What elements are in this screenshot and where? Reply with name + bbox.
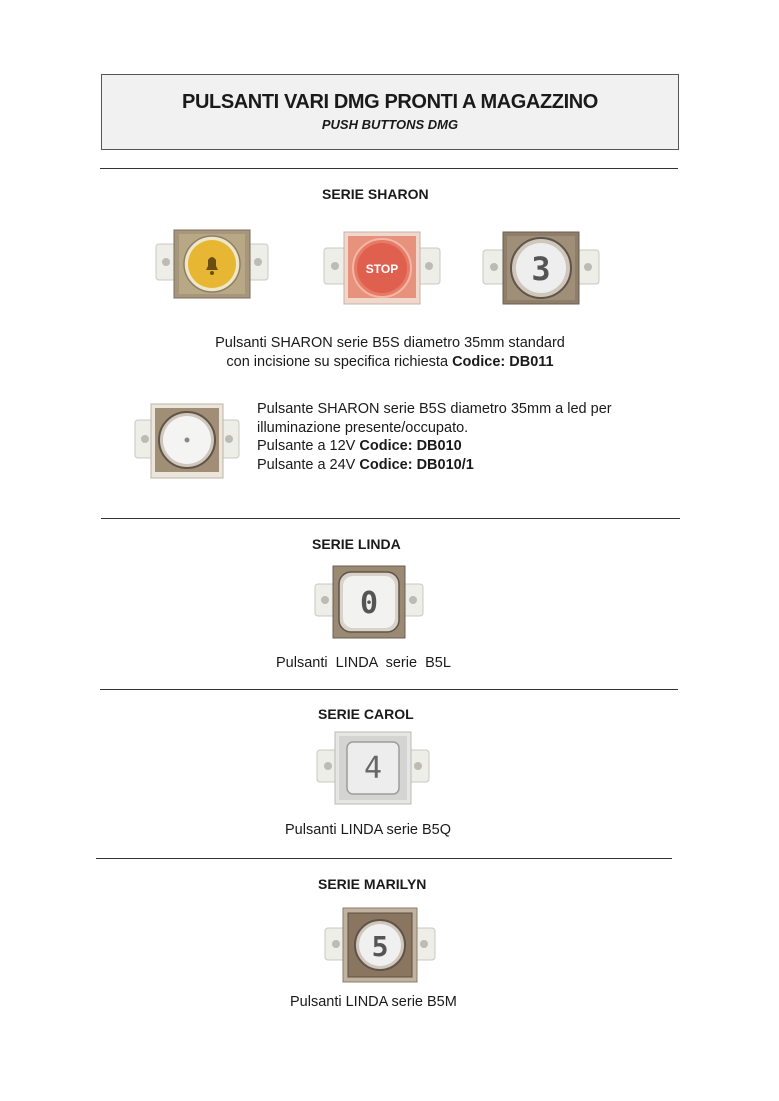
sharon-stop-button-image: [322, 230, 442, 306]
sharon-led-button-image: [133, 402, 241, 480]
marilyn-button-image: [323, 906, 437, 984]
sharon-bell-button-image: [154, 228, 270, 300]
divider: [96, 858, 672, 859]
stop-label: STOP: [365, 262, 399, 276]
floor-3-glyph: 3: [531, 250, 551, 288]
section-title-carol: SERIE CAROL: [318, 706, 414, 722]
code-db010-1: Codice: DB010/1: [359, 456, 474, 473]
floor-0-glyph: 0: [359, 586, 379, 621]
header-box: [101, 74, 679, 150]
divider: [100, 689, 678, 690]
section-title-sharon: SERIE SHARON: [322, 186, 429, 202]
divider: [101, 518, 680, 519]
marilyn-caption: Pulsanti LINDA serie B5M: [290, 994, 457, 1010]
sharon-3-button-image: [481, 230, 601, 306]
page-subtitle: PUSH BUTTONS DMG: [321, 117, 459, 132]
section-title-linda: SERIE LINDA: [312, 536, 401, 552]
carol-button-image: [315, 730, 431, 806]
floor-4-glyph: 4: [363, 751, 383, 786]
divider: [100, 168, 678, 169]
section-title-marilyn: SERIE MARILYN: [318, 876, 427, 892]
carol-caption: Pulsanti LINDA serie B5Q: [285, 822, 452, 838]
sharon-description-standard: Pulsanti SHARON serie B5S diametro 35mm standard con incisione su specifica richiesta Codice: DB011: [215, 335, 565, 370]
code-db011: Codice: DB011: [452, 354, 554, 370]
floor-5-glyph: 5: [371, 930, 389, 963]
page-title: PULSANTI VARI DMG PRONTI A MAGAZZINO: [182, 91, 598, 113]
sharon-description-led: Pulsante SHARON serie B5S diametro 35mm a led per illuminazione presente/occupato. Pulsante a 12V Codice: DB010 Pulsante a 24V Codice: DB010/1: [257, 401, 612, 473]
linda-button-image: [313, 564, 425, 640]
linda-caption: Pulsanti LINDA serie B5L: [276, 655, 451, 671]
code-db010: Codice: DB010: [359, 438, 462, 454]
